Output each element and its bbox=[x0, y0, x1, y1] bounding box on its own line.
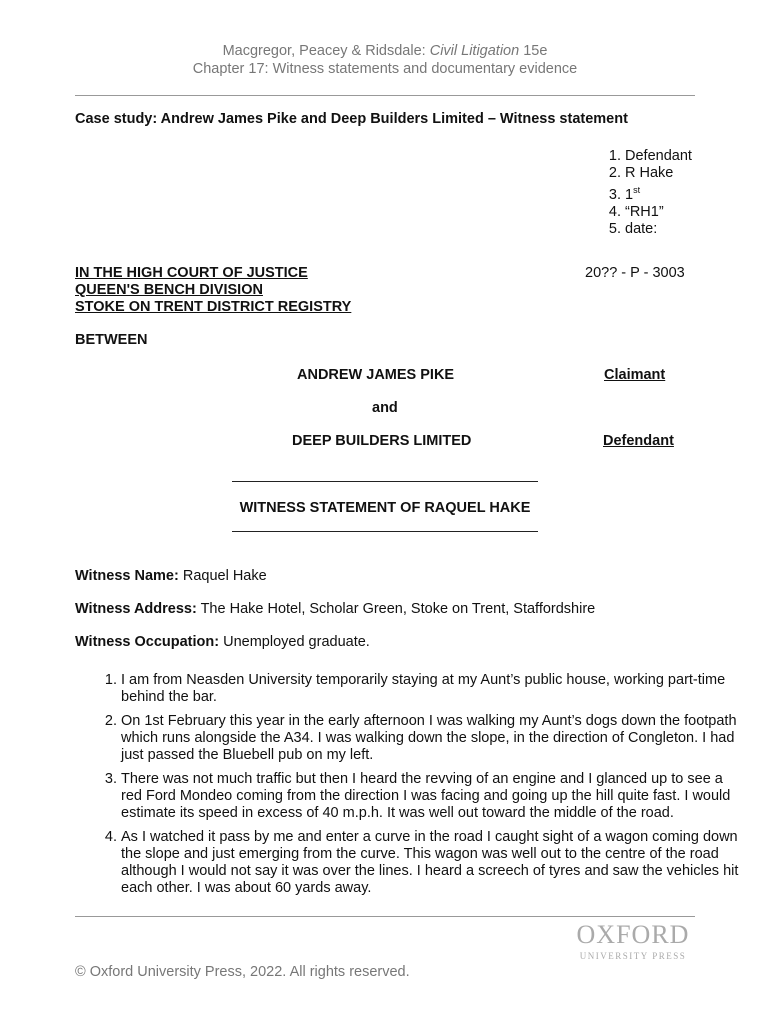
statement-title: WITNESS STATEMENT OF RAQUEL HAKE bbox=[239, 500, 531, 516]
statement-paragraph: 2. On 1st February this year in the early afternoon I was walking my Aunt’s dogs down the footpath which runs alongside the A34. I was walking down the slope, in the direction of Congleton. I had just passed the Bluebell pub on my left. bbox=[121, 713, 746, 764]
witness-name-field bbox=[75, 568, 267, 585]
doc-info-party: 1. Defendant bbox=[625, 148, 692, 165]
court-division: QUEEN'S BENCH DIVISION bbox=[75, 282, 263, 298]
header-book-title: Civil Litigation bbox=[429, 43, 520, 59]
court-name: IN THE HIGH COURT OF JUSTICE bbox=[75, 265, 308, 281]
field-label: Witness Occupation: bbox=[75, 634, 220, 650]
claimant-name: ANDREW JAMES PIKE bbox=[297, 367, 455, 383]
header-divider bbox=[75, 95, 695, 96]
running-header-book bbox=[0, 43, 770, 59]
defendant-name: DEEP BUILDERS LIMITED bbox=[292, 433, 472, 449]
footer-divider bbox=[75, 916, 695, 917]
statement-paragraph: 1. I am from Neasden University temporarily staying at my Aunt’s public house, working part-time behind the bar. bbox=[121, 672, 746, 706]
header-edition: 15e bbox=[519, 43, 548, 59]
doc-info-statement-number bbox=[625, 182, 692, 204]
title-bottom-rule bbox=[232, 531, 538, 532]
case-study-heading: Case study: Andrew James Pike and Deep Builders Limited – Witness statement bbox=[75, 111, 628, 127]
statement-paragraph: 4. As I watched it pass by me and enter a curve in the road I caught sight of a wagon coming down the slope and just emerging from the curve. This wagon was well out to the centre of the road although I would not say it was over the lines. I heard a screech of tyres and saw the vehicles hit each other. I was about 60 yards away. bbox=[121, 829, 746, 897]
field-value: Unemployed graduate. bbox=[219, 634, 370, 650]
logo-subtitle: UNIVERSITY PRESS bbox=[579, 951, 687, 961]
court-registry: STOKE ON TRENT DISTRICT REGISTRY bbox=[75, 299, 352, 315]
defendant-role: Defendant bbox=[603, 433, 674, 449]
oxford-logo bbox=[570, 921, 696, 961]
doc-info-witness: 2. R Hake bbox=[625, 165, 692, 182]
court-heading bbox=[75, 265, 351, 316]
doc-info-ordinal: st bbox=[633, 185, 641, 195]
claim-number: 20?? - P - 3003 bbox=[585, 265, 685, 281]
field-label: Witness Name: bbox=[75, 568, 179, 584]
logo-wordmark: OXFORD bbox=[576, 920, 690, 949]
doc-info-number: 1 bbox=[625, 186, 634, 203]
field-value: The Hake Hotel, Scholar Green, Stoke on Trent, Staffordshire bbox=[196, 601, 596, 617]
statement-paragraphs bbox=[75, 672, 746, 904]
doc-info-exhibits: 4. “RH1” bbox=[625, 204, 692, 221]
and-label: and bbox=[372, 400, 398, 416]
witness-occupation-field bbox=[75, 634, 370, 651]
claimant-role: Claimant bbox=[604, 367, 666, 383]
statement-paragraph: 3. There was not much traffic but then I heard the revving of an engine and I glanced up to see a red Ford Mondeo coming from the direction I was facing and going up the hill quite fast. I would estimate its speed in excess of 40 m.p.h. It was well out toward the middle of the road. bbox=[121, 771, 746, 822]
field-value: Raquel Hake bbox=[178, 568, 267, 584]
witness-address-field bbox=[75, 601, 595, 618]
doc-info-date: 5. date: bbox=[625, 221, 692, 238]
copyright-notice: © Oxford University Press, 2022. All rights reserved. bbox=[75, 964, 410, 980]
running-header-chapter: Chapter 17: Witness statements and documentary evidence bbox=[192, 61, 578, 77]
document-info-list bbox=[594, 148, 692, 238]
header-authors: Macgregor, Peacey & Ridsdale: bbox=[222, 43, 430, 59]
field-label: Witness Address: bbox=[75, 601, 197, 617]
between-label: BETWEEN bbox=[75, 332, 148, 348]
title-top-rule bbox=[232, 481, 538, 482]
